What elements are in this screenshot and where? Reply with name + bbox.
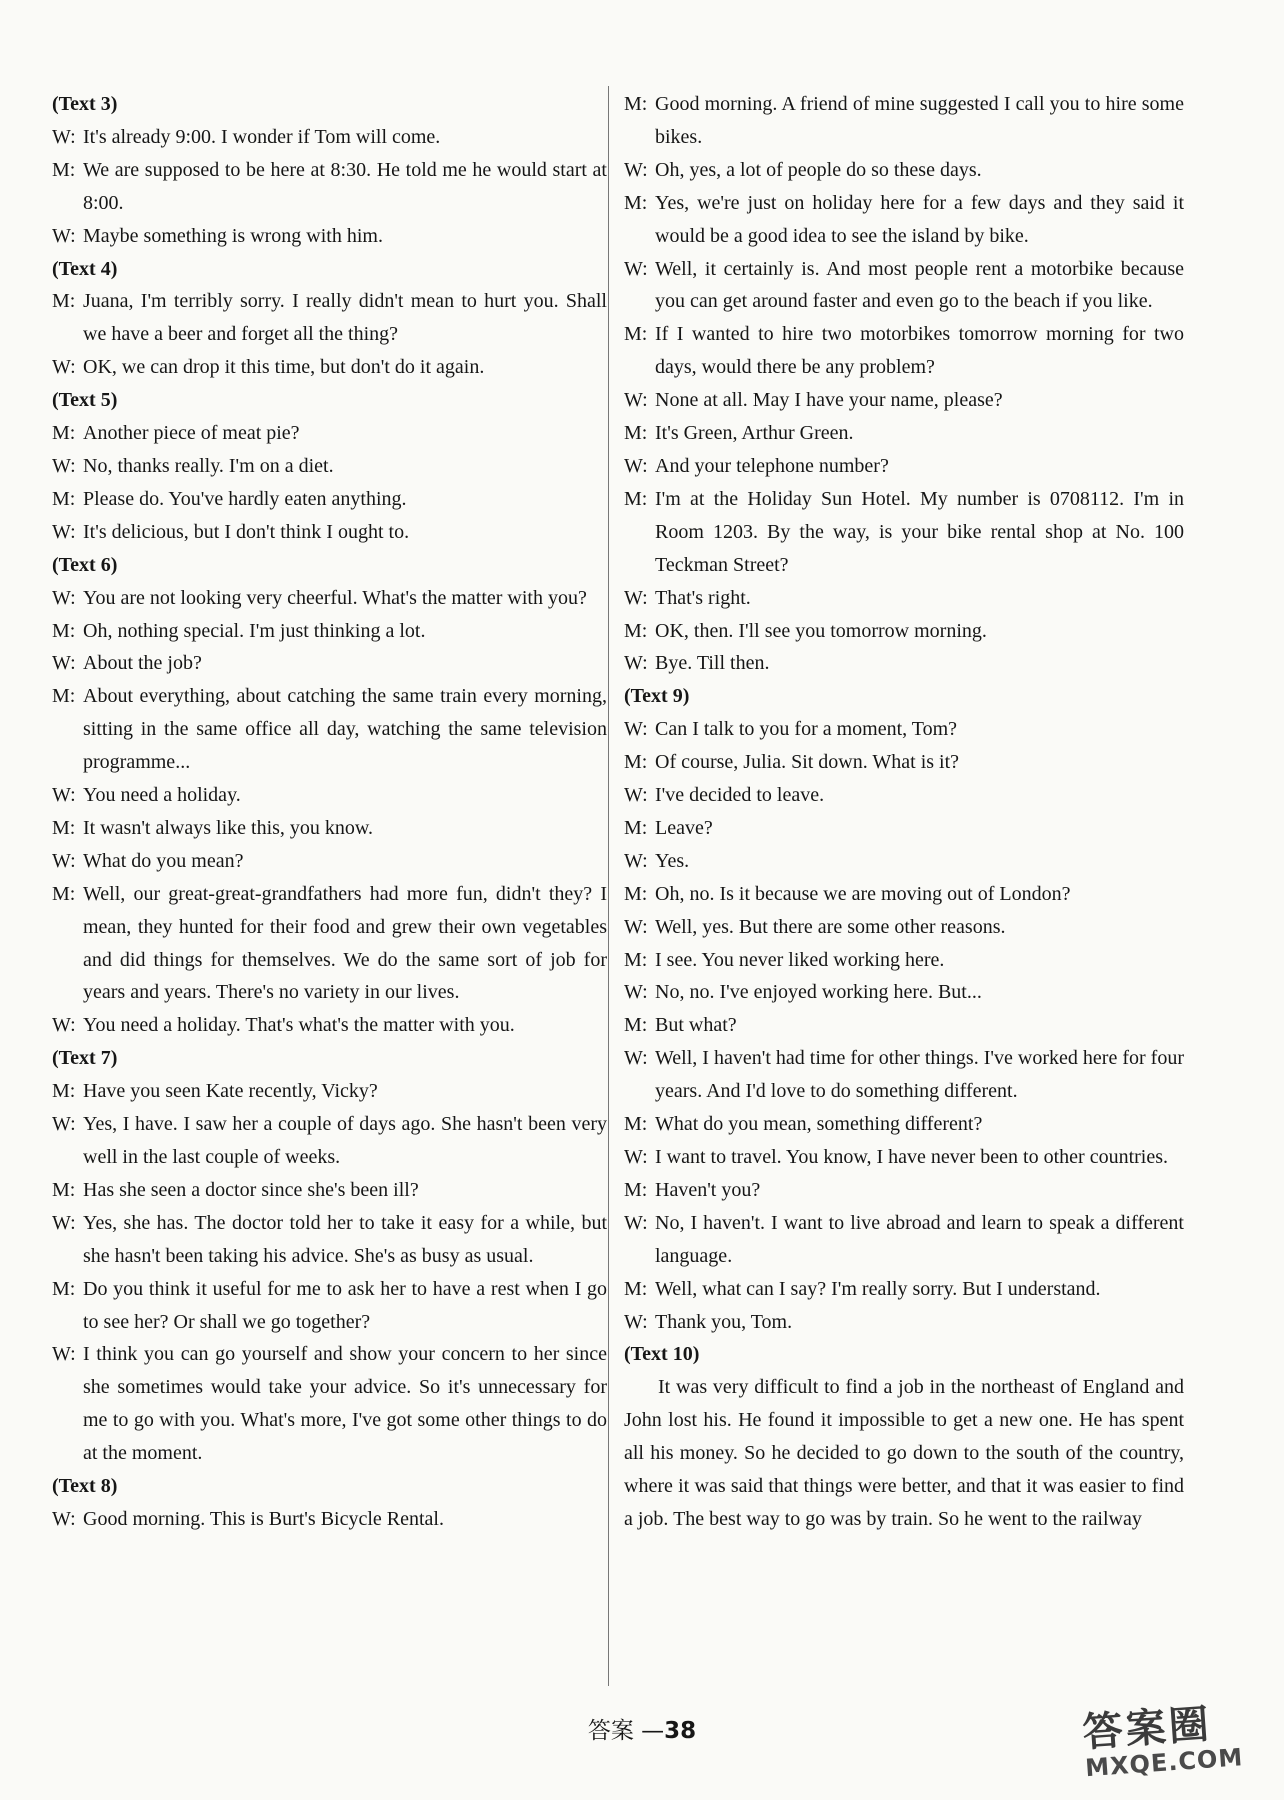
dialogue-text: I think you can go yourself and show your concern to her since she sometimes would take your advice. So it's unnecessary for me to go with you. What's more, I've got some other things to do at the moment. <box>83 1343 607 1465</box>
dialogue-line <box>52 1174 607 1207</box>
watermark-logo <box>1081 1699 1266 1793</box>
dialogue-text: OK, then. I'll see you tomorrow morning. <box>655 619 987 642</box>
dialogue-line <box>52 351 607 384</box>
speaker-label: W: <box>624 586 648 609</box>
dialogue-text: Good morning. A friend of mine suggested I call you to hire some bikes. <box>655 93 1184 148</box>
dialogue-line <box>52 1503 607 1536</box>
speaker-label: M: <box>624 323 648 346</box>
dialogue-text: Another piece of meat pie? <box>83 422 300 445</box>
dialogue-line <box>52 516 607 549</box>
dialogue-line <box>624 1273 1184 1306</box>
dialogue-line <box>52 1338 607 1470</box>
dialogue-line <box>624 976 1184 1009</box>
dialogue-text: You need a holiday. That's what's the matter with you. <box>83 1014 515 1037</box>
dialogue-text: Well, our great-great-grandfathers had more fun, didn't they? I mean, they hunted for their food and grew their own vegetables and did things for themselves. We do the same sort of job for years and years. There's no variety in our lives. <box>83 882 607 1004</box>
dialogue-line <box>624 1207 1184 1273</box>
dialogue-text: Oh, yes, a lot of people do so these days. <box>655 158 982 181</box>
dialogue-line <box>624 1108 1184 1141</box>
speaker-label: W: <box>52 586 76 609</box>
dialogue-line <box>52 220 607 253</box>
dialogue-text: It's already 9:00. I wonder if Tom will come. <box>83 125 441 148</box>
dialogue-text: Do you think it useful for me to ask her to have a rest when I go to see her? Or shall we go together? <box>83 1277 607 1333</box>
speaker-label: W: <box>52 849 76 872</box>
speaker-label: W: <box>624 849 648 872</box>
dialogue-text: No, no. I've enjoyed working here. But... <box>655 981 982 1004</box>
speaker-label: M: <box>624 816 648 839</box>
speaker-label: W: <box>624 981 648 1004</box>
speaker-label: W: <box>52 356 76 379</box>
dialogue-text: It's Green, Arthur Green. <box>655 422 854 445</box>
speaker-label: W: <box>52 1343 76 1366</box>
section-header: (Text 10) <box>624 1343 700 1366</box>
section-header: (Text 3) <box>52 93 118 115</box>
dialogue-line <box>624 1306 1184 1339</box>
dialogue-line <box>52 417 607 450</box>
dialogue-line <box>52 1207 607 1273</box>
dialogue-text: But what? <box>655 1014 737 1037</box>
dialogue-line <box>52 812 607 845</box>
dialogue-text: Maybe something is wrong with him. <box>83 224 383 247</box>
dialogue-text: Can I talk to you for a moment, Tom? <box>655 718 958 741</box>
speaker-label: M: <box>52 422 76 445</box>
dialogue-text: I see. You never liked working here. <box>655 948 945 971</box>
dialogue-line <box>52 615 607 648</box>
speaker-label: W: <box>624 784 648 807</box>
speaker-label: M: <box>624 1113 648 1136</box>
dialogue-line <box>624 812 1184 845</box>
dialogue-text: Yes, I have. I saw her a couple of days ago. She hasn't been very well in the last couple of weeks. <box>83 1113 607 1168</box>
speaker-label: W: <box>624 1146 648 1168</box>
dialogue-line <box>624 1141 1184 1174</box>
section-header: (Text 6) <box>52 553 118 576</box>
dialogue-line <box>624 779 1184 812</box>
dialogue-text: Good morning. This is Burt's Bicycle Rental. <box>83 1507 444 1530</box>
dialogue-text: Has she seen a doctor since she's been ill? <box>83 1178 419 1201</box>
speaker-label: M: <box>624 487 648 510</box>
speaker-label: W: <box>624 1047 648 1070</box>
left-column <box>52 88 607 1536</box>
dialogue-text: Leave? <box>655 816 713 839</box>
dialogue-line <box>52 450 607 483</box>
dialogue-text: What do you mean, something different? <box>655 1113 983 1136</box>
dialogue-text: Juana, I'm terribly sorry. I really didn't mean to hurt you. Shall we have a beer and forget all the thing? <box>83 290 607 346</box>
dialogue-text: Bye. Till then. <box>655 652 770 675</box>
speaker-label: M: <box>624 619 648 642</box>
dialogue-text: Of course, Julia. Sit down. What is it? <box>655 751 960 774</box>
right-column <box>624 88 1184 1536</box>
dialogue-line <box>52 582 607 615</box>
dialogue-text: Well, it certainly is. And most people rent a motorbike because you can get around faster and even go to the beach if you like. <box>655 257 1184 313</box>
dialogue-text: OK, we can drop it this time, but don't do it again. <box>83 356 485 379</box>
dialogue-line <box>624 582 1184 615</box>
dialogue-text: Well, I haven't had time for other things. I've worked here for four years. And I'd love to do something different. <box>655 1047 1184 1103</box>
dialogue-text: You are not looking very cheerful. What's the matter with you? <box>83 586 587 609</box>
dialogue-line <box>624 1042 1184 1108</box>
speaker-label: M: <box>624 93 648 115</box>
speaker-label: M: <box>624 882 648 905</box>
dialogue-text: Yes, she has. The doctor told her to take it easy for a while, but she hasn't been taking his advice. She's as busy as usual. <box>83 1211 607 1267</box>
dialogue-line <box>624 845 1184 878</box>
dialogue-line <box>624 253 1184 319</box>
speaker-label: W: <box>52 652 76 675</box>
speaker-label: M: <box>52 816 76 839</box>
dialogue-line <box>52 1009 607 1042</box>
dialogue-text: Oh, no. Is it because we are moving out of London? <box>655 882 1071 905</box>
watermark-url: MXQE.COM <box>1084 1743 1245 1783</box>
dialogue-text: Yes. <box>655 849 690 872</box>
speaker-label: M: <box>52 1277 76 1300</box>
dialogue-line <box>52 680 607 779</box>
page-number: 38 <box>664 1718 697 1744</box>
dialogue-line <box>624 187 1184 253</box>
speaker-label: W: <box>624 454 648 477</box>
speaker-label: W: <box>52 1014 76 1037</box>
dialogue-text: About the job? <box>83 652 202 675</box>
footer-label: 答案 — <box>587 1718 665 1744</box>
dialogue-text: Have you seen Kate recently, Vicky? <box>83 1080 378 1103</box>
dialogue-text: We are supposed to be here at 8:30. He told me he would start at 8:00. <box>83 158 607 214</box>
speaker-label: M: <box>52 1080 76 1103</box>
speaker-label: W: <box>52 454 76 477</box>
dialogue-text: You need a holiday. <box>83 784 241 807</box>
dialogue-line <box>624 647 1184 680</box>
dialogue-line <box>52 1075 607 1108</box>
dialogue-text: It wasn't always like this, you know. <box>83 816 374 839</box>
speaker-label: M: <box>624 191 648 214</box>
dialogue-text: About everything, about catching the same train every morning, sitting in the same office all day, watching the same television programme... <box>83 685 607 774</box>
dialogue-line <box>624 911 1184 944</box>
section-header: (Text 5) <box>52 389 118 412</box>
speaker-label: W: <box>624 1211 648 1234</box>
dialogue-line <box>624 417 1184 450</box>
dialogue-text: I've decided to leave. <box>655 784 825 807</box>
dialogue-text: And your telephone number? <box>655 454 889 477</box>
speaker-label: M: <box>52 1178 76 1201</box>
dialogue-line <box>52 154 607 220</box>
speaker-label: W: <box>624 389 648 412</box>
dialogue-text: Haven't you? <box>655 1178 761 1201</box>
column-divider <box>608 86 609 1686</box>
dialogue-line <box>52 1273 607 1339</box>
dialogue-line <box>624 713 1184 746</box>
dialogue-text: Well, yes. But there are some other reasons. <box>655 915 1006 938</box>
speaker-label: M: <box>624 422 648 445</box>
watermark-logo-text: 答案圈 <box>1081 1701 1214 1757</box>
dialogue-text: Oh, nothing special. I'm just thinking a lot. <box>83 619 426 642</box>
section-header: (Text 8) <box>52 1475 118 1498</box>
dialogue-text: Thank you, Tom. <box>655 1310 793 1333</box>
speaker-label: W: <box>624 1310 648 1333</box>
speaker-label: W: <box>52 1113 76 1136</box>
dialogue-line <box>52 285 607 351</box>
speaker-label: W: <box>52 784 76 807</box>
dialogue-text: None at all. May I have your name, please? <box>655 389 1003 412</box>
dialogue-line <box>624 746 1184 779</box>
dialogue-text: No, I haven't. I want to live abroad and learn to speak a different language. <box>655 1211 1184 1267</box>
speaker-label: M: <box>52 487 76 510</box>
dialogue-line <box>624 88 1184 154</box>
speaker-label: M: <box>52 158 76 181</box>
speaker-label: M: <box>624 1178 648 1201</box>
speaker-label: W: <box>624 257 648 280</box>
speaker-label: W: <box>52 125 76 148</box>
dialogue-line <box>624 450 1184 483</box>
section-header: (Text 7) <box>52 1047 118 1070</box>
dialogue-text: Yes, we're just on holiday here for a few days and they said it would be a good idea to see the island by bike. <box>655 191 1184 247</box>
dialogue-line <box>52 483 607 516</box>
speaker-label: W: <box>52 1507 76 1530</box>
speaker-label: M: <box>624 751 648 774</box>
dialogue-text: Well, what can I say? I'm really sorry. But I understand. <box>655 1277 1101 1300</box>
speaker-label: W: <box>624 718 648 741</box>
speaker-label: W: <box>624 915 648 938</box>
dialogue-text: What do you mean? <box>83 849 244 872</box>
dialogue-line <box>52 779 607 812</box>
dialogue-text: I want to travel. You know, I have never been to other countries. <box>655 1146 1169 1168</box>
speaker-label: W: <box>52 224 76 247</box>
section-header: (Text 9) <box>624 685 690 708</box>
speaker-label: M: <box>624 948 648 971</box>
dialogue-text: That's right. <box>655 586 751 609</box>
dialogue-line <box>52 878 607 1010</box>
dialogue-line <box>52 647 607 680</box>
dialogue-line <box>624 483 1184 582</box>
dialogue-text: Please do. You've hardly eaten anything. <box>83 487 407 510</box>
dialogue-line <box>52 845 607 878</box>
speaker-label: M: <box>52 882 76 905</box>
dialogue-line <box>52 121 607 154</box>
speaker-label: W: <box>624 158 648 181</box>
dialogue-line <box>624 154 1184 187</box>
dialogue-line <box>624 615 1184 648</box>
dialogue-text: It's delicious, but I don't think I ought to. <box>83 520 410 543</box>
speaker-label: M: <box>52 685 76 708</box>
dialogue-line <box>624 878 1184 911</box>
dialogue-line <box>624 1009 1184 1042</box>
dialogue-text: If I wanted to hire two motorbikes tomorrow morning for two days, would there be any problem? <box>655 323 1184 379</box>
dialogue-line <box>52 1108 607 1174</box>
speaker-label: M: <box>52 290 76 313</box>
dialogue-text: No, thanks really. I'm on a diet. <box>83 454 334 477</box>
speaker-label: M: <box>624 1014 648 1037</box>
dialogue-text: I'm at the Holiday Sun Hotel. My number is 0708112. I'm in Room 1203. By the way, is your bike rental shop at No. 100 Teckman Street? <box>655 487 1184 576</box>
speaker-label: W: <box>52 520 76 543</box>
dialogue-line <box>624 318 1184 384</box>
section-header: (Text 4) <box>52 257 118 280</box>
dialogue-line <box>624 384 1184 417</box>
dialogue-line <box>624 944 1184 977</box>
speaker-label: W: <box>52 1211 76 1234</box>
speaker-label: M: <box>52 619 76 642</box>
dialogue-line <box>624 1174 1184 1207</box>
speaker-label: W: <box>624 652 648 675</box>
paragraph: It was very difficult to find a job in the northeast of England and John lost his. He found it impossible to get a new one. He has spent all his money. So he decided to go down to the south of the country, where it was said that things were better, and that it was easier to find a job. The best way to go was by train. So he went to the railway <box>624 1376 1184 1530</box>
speaker-label: M: <box>624 1277 648 1300</box>
